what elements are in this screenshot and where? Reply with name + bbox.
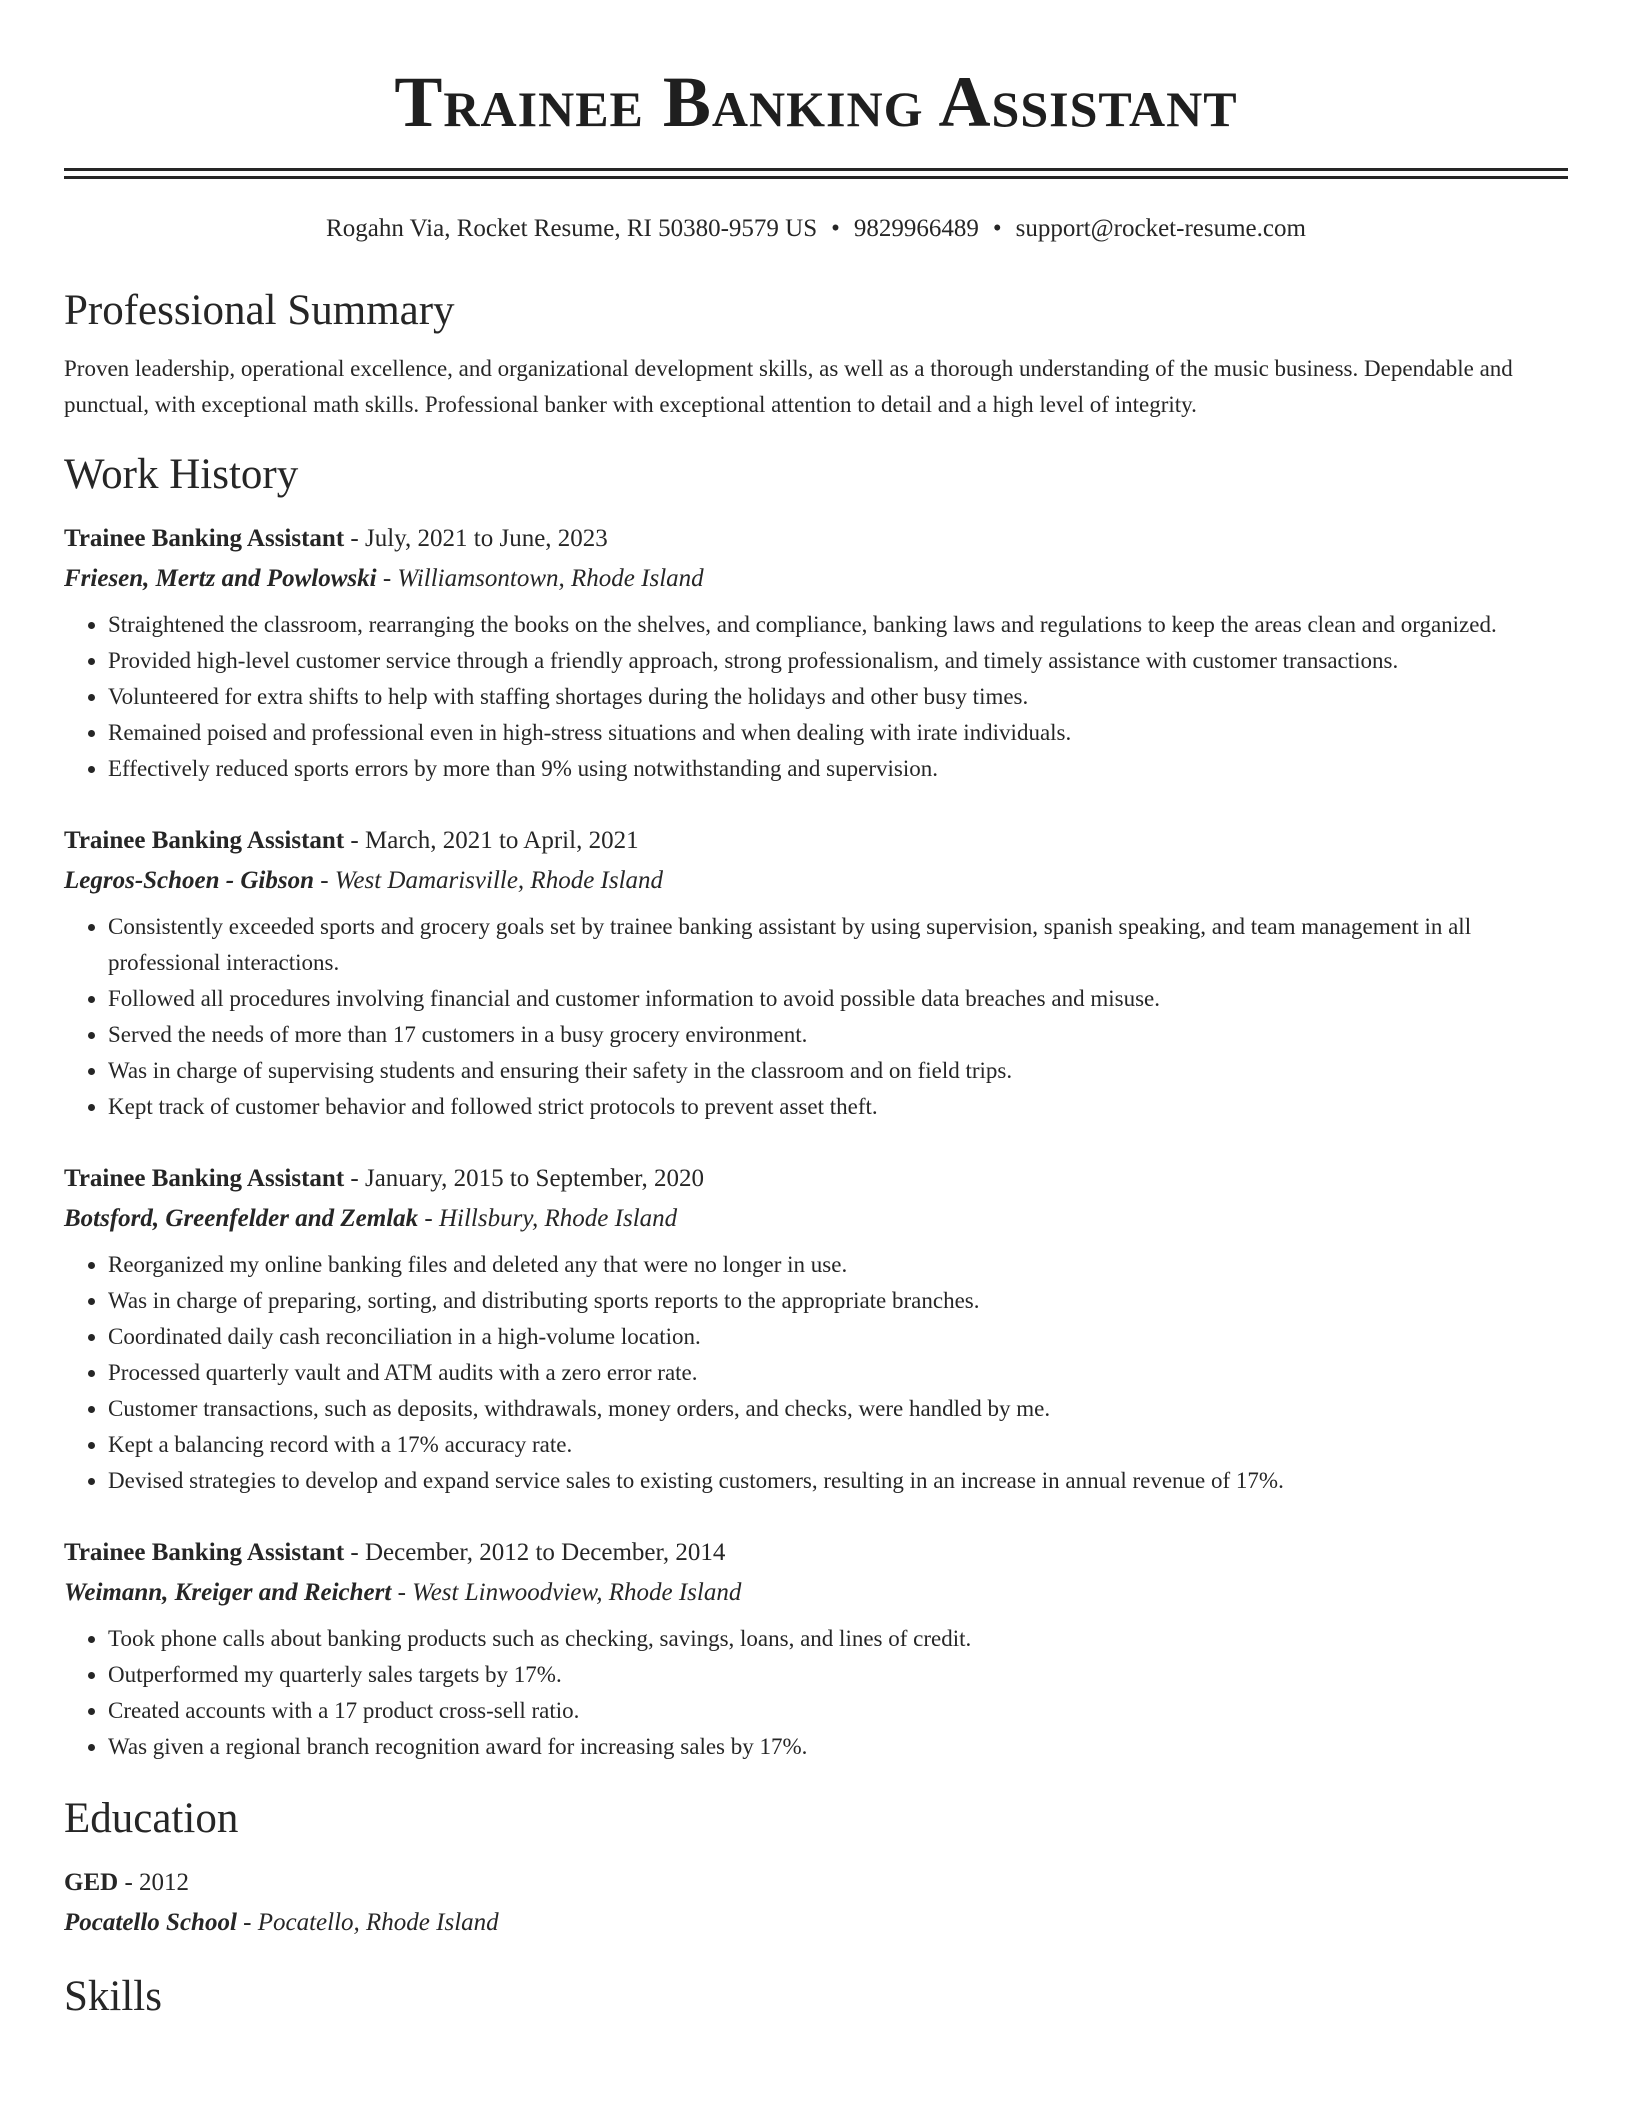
contact-line xyxy=(64,213,1568,245)
school-name: Pocatello School xyxy=(64,1909,237,1936)
job-bullet: • Volunteered for extra shifts to help with staffing shortages during the holidays and other busy times. xyxy=(108,679,1568,715)
employer-location: - West Linwoodview, Rhode Island xyxy=(391,1579,742,1606)
job-bullet: • Kept a balancing record with a 17% accuracy rate. xyxy=(108,1427,1568,1463)
degree-line xyxy=(64,1863,1568,1903)
employer-name: Botsford, Greenfelder and Zemlak xyxy=(64,1205,419,1232)
job-title: Trainee Banking Assistant xyxy=(64,1165,345,1192)
job-title: Trainee Banking Assistant xyxy=(64,827,345,854)
job-bullet: • Took phone calls about banking products such as checking, savings, loans, and lines of credit. xyxy=(108,1621,1568,1657)
job-bullet: • Outperformed my quarterly sales targets by 17%. xyxy=(108,1657,1568,1693)
job-bullet: • Created accounts with a 17 product cross-sell ratio. xyxy=(108,1693,1568,1729)
job-bullet: • Was in charge of supervising students and ensuring their safety in the classroom and on field trips. xyxy=(108,1053,1568,1089)
job-bullets xyxy=(64,909,1568,1125)
school-line xyxy=(64,1903,1568,1943)
employer-name: Friesen, Mertz and Powlowski xyxy=(64,565,377,592)
job-bullet: • Customer transactions, such as deposits, withdrawals, money orders, and checks, were handled by me. xyxy=(108,1391,1568,1427)
summary-heading: Professional Summary xyxy=(64,287,455,334)
resume-title: Trainee Banking Assistant xyxy=(394,62,1238,142)
job-bullets xyxy=(64,607,1568,787)
job-title-line xyxy=(64,519,1568,559)
job-entry xyxy=(64,821,1568,1125)
job-bullet: • Straightened the classroom, rearranging the books on the shelves, and compliance, banking laws and regulations to keep the areas clean and organized. xyxy=(108,607,1568,643)
job-bullet: • Remained poised and professional even in high-stress situations and when dealing with irate individuals. xyxy=(108,715,1568,751)
job-bullet: • Was given a regional branch recognition award for increasing sales by 17%. xyxy=(108,1729,1568,1765)
title-rule-bottom xyxy=(64,176,1568,179)
job-bullet: • Coordinated daily cash reconciliation in a high-volume location. xyxy=(108,1319,1568,1355)
work-history-section xyxy=(64,449,1568,1765)
degree-year: - 2012 xyxy=(118,1869,190,1896)
job-title-line xyxy=(64,1159,1568,1199)
skills-section xyxy=(64,1971,1568,2023)
job-entry xyxy=(64,1159,1568,1499)
school-location: - Pocatello, Rhode Island xyxy=(236,1909,499,1936)
summary-text: Proven leadership, operational excellence, and organizational development skills, as well as a thorough understanding of the music business. Dependable and punctual, with exceptional math skills. Professional banker with exceptional attention to detail and a high level of integrity. xyxy=(64,356,1513,417)
employer-name: Legros-Schoen - Gibson xyxy=(64,867,315,894)
job-dates: - January, 2015 to September, 2020 xyxy=(344,1165,704,1192)
contact-separator: • xyxy=(831,215,840,242)
job-bullet: • Served the needs of more than 17 customers in a busy grocery environment. xyxy=(108,1017,1568,1053)
title-rule-top xyxy=(64,168,1568,171)
contact-address: Rogahn Via, Rocket Resume, RI 50380-9579 US xyxy=(326,215,818,242)
job-title: Trainee Banking Assistant xyxy=(64,525,345,552)
work-history-heading: Work History xyxy=(64,451,299,498)
job-bullet: • Effectively reduced sports errors by more than 9% using notwithstanding and supervision. xyxy=(108,751,1568,787)
employer-line xyxy=(64,1199,1568,1239)
job-entry xyxy=(64,1533,1568,1765)
job-bullet: • Kept track of customer behavior and followed strict protocols to prevent asset theft. xyxy=(108,1089,1568,1125)
resume-page xyxy=(64,0,1568,2023)
employer-location: - West Damarisville, Rhode Island xyxy=(314,867,664,894)
job-bullet: • Was in charge of preparing, sorting, and distributing sports reports to the appropriate branches. xyxy=(108,1283,1568,1319)
job-dates: - December, 2012 to December, 2014 xyxy=(344,1539,726,1566)
employer-location: - Hillsbury, Rhode Island xyxy=(418,1205,678,1232)
job-bullet: • Provided high-level customer service through a friendly approach, strong professionalism, and timely assistance with customer transactions. xyxy=(108,643,1568,679)
employer-location: - Williamsontown, Rhode Island xyxy=(376,565,704,592)
job-bullet: • Consistently exceeded sports and grocery goals set by trainee banking assistant by using supervision, spanish speaking, and team management in all professional interactions. xyxy=(108,909,1568,981)
employer-line xyxy=(64,1573,1568,1613)
degree-name: GED xyxy=(64,1869,119,1896)
job-entry xyxy=(64,519,1568,787)
job-bullets xyxy=(64,1247,1568,1499)
job-dates: - July, 2021 to June, 2023 xyxy=(344,525,608,552)
contact-phone: 9829966489 xyxy=(853,215,979,242)
job-bullet: • Reorganized my online banking files and deleted any that were no longer in use. xyxy=(108,1247,1568,1283)
job-bullets xyxy=(64,1621,1568,1765)
summary-section xyxy=(64,285,1568,423)
education-heading: Education xyxy=(64,1795,239,1842)
education-section xyxy=(64,1793,1568,1943)
employer-line xyxy=(64,559,1568,599)
contact-separator: • xyxy=(992,215,1002,242)
contact-email: support@rocket-resume.com xyxy=(1015,215,1306,242)
education-entry xyxy=(64,1863,1568,1943)
job-bullet: • Processed quarterly vault and ATM audits with a zero error rate. xyxy=(108,1355,1568,1391)
job-bullet: • Devised strategies to develop and expand service sales to existing customers, resulting in an increase in annual revenue of 17%. xyxy=(108,1463,1568,1499)
job-bullet: • Followed all procedures involving financial and customer information to avoid possible data breaches and misuse. xyxy=(108,981,1568,1017)
job-dates: - March, 2021 to April, 2021 xyxy=(344,827,639,854)
employer-name: Weimann, Kreiger and Reichert xyxy=(64,1579,392,1606)
skills-heading: Skills xyxy=(64,1973,162,2020)
job-title: Trainee Banking Assistant xyxy=(64,1539,345,1566)
employer-line xyxy=(64,861,1568,901)
job-title-line xyxy=(64,1533,1568,1573)
job-title-line xyxy=(64,821,1568,861)
